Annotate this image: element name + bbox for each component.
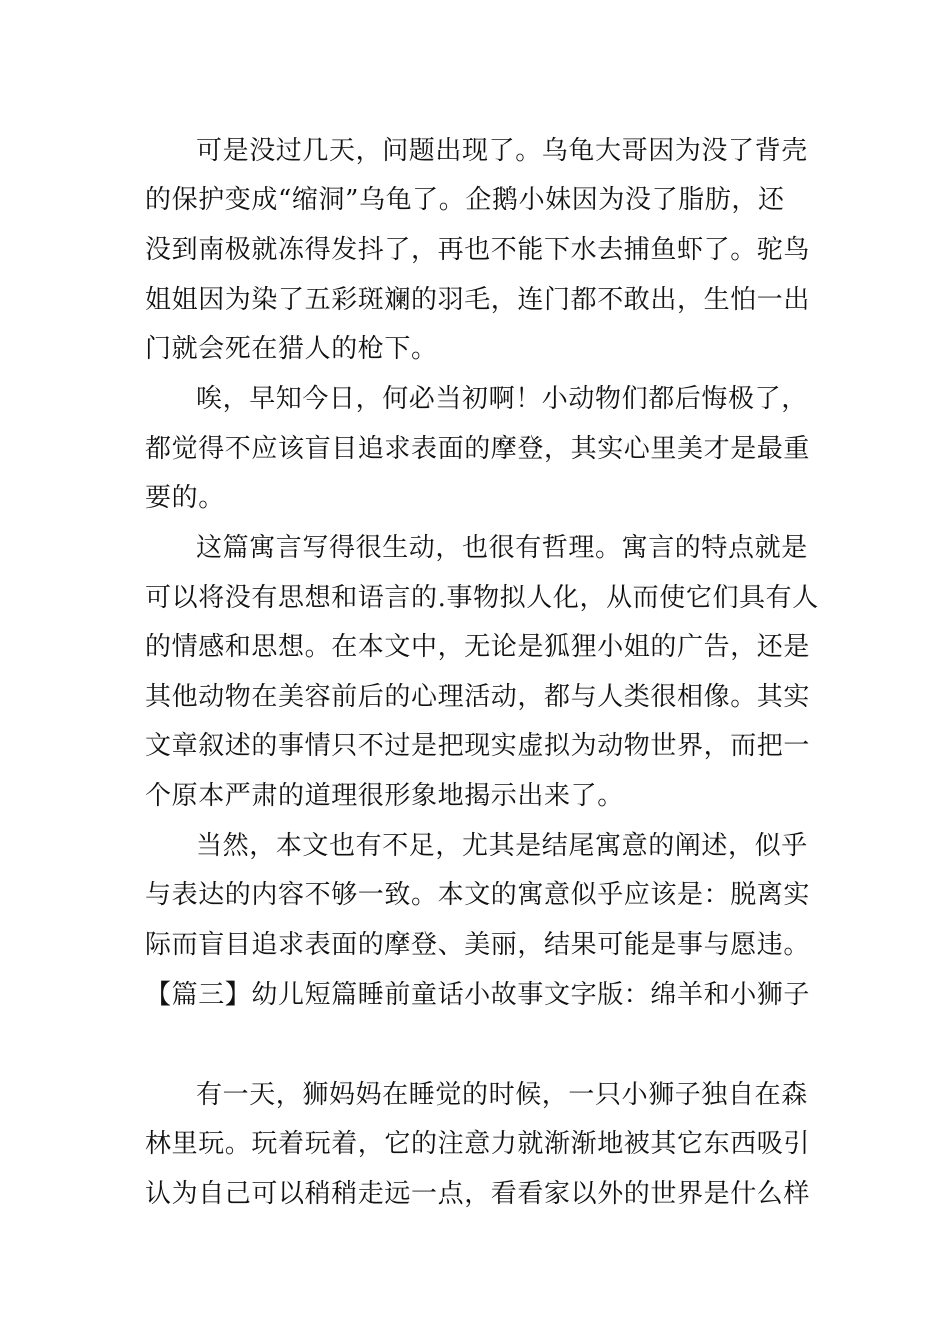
section-heading: 【篇三】幼儿短篇睡前童话小故事文字版：绵羊和小狮子	[145, 980, 811, 1010]
paragraph-4-line-1: 当然，本文也有不足，尤其是结尾寓意的阐述，似乎	[196, 831, 808, 861]
story-line-2: 林里玩。玩着玩着，它的注意力就渐渐地被其它东西吸引	[145, 1129, 811, 1159]
paragraph-3-line-4: 其他动物在美容前后的心理活动，都与人类很相像。其实	[145, 682, 811, 712]
paragraph-3-line-3: 的情感和思想。在本文中，无论是狐狸小姐的广告，还是	[145, 632, 811, 662]
paragraph-4-line-3: 际而盲目追求表面的摩登、美丽，结果可能是事与愿违。	[145, 930, 811, 960]
paragraph-1-line-5: 门就会死在猎人的枪下。	[145, 334, 438, 364]
paragraph-1-line-4: 姐姐因为染了五彩斑斓的羽毛，连门都不敢出，生怕一出	[145, 285, 811, 315]
paragraph-3-line-6: 个原本严肃的道理很形象地揭示出来了。	[145, 781, 624, 811]
paragraph-2-line-1: 唉，早知今日，何必当初啊！小动物们都后悔极了，	[196, 384, 808, 414]
paragraph-4-line-2: 与表达的内容不够一致。本文的寓意似乎应该是：脱离实	[145, 880, 811, 910]
story-line-1: 有一天，狮妈妈在睡觉的时候，一只小狮子独自在森	[196, 1080, 808, 1110]
paragraph-1-line-3: 没到南极就冻得发抖了，再也不能下水去捕鱼虾了。驼鸟	[145, 235, 811, 265]
paragraph-1-line-2: 的保护变成“缩洞”乌龟了。企鹅小妹因为没了脂肪，还	[145, 185, 785, 215]
paragraph-2-line-2: 都觉得不应该盲目追求表面的摩登，其实心里美才是最重	[145, 434, 811, 464]
paragraph-3-line-5: 文章叙述的事情只不过是把现实虚拟为动物世界，而把一	[145, 731, 811, 761]
story-line-3: 认为自己可以稍稍走远一点，看看家以外的世界是什么样	[145, 1179, 811, 1209]
paragraph-3-line-1: 这篇寓言写得很生动，也很有哲理。寓言的特点就是	[196, 533, 808, 563]
paragraph-1-line-1: 可是没过几天，问题出现了。乌龟大哥因为没了背壳	[196, 136, 808, 166]
paragraph-2-line-3: 要的。	[145, 483, 225, 513]
paragraph-3-line-2: 可以将没有思想和语言的.事物拟人化，从而使它们具有人	[145, 583, 819, 613]
